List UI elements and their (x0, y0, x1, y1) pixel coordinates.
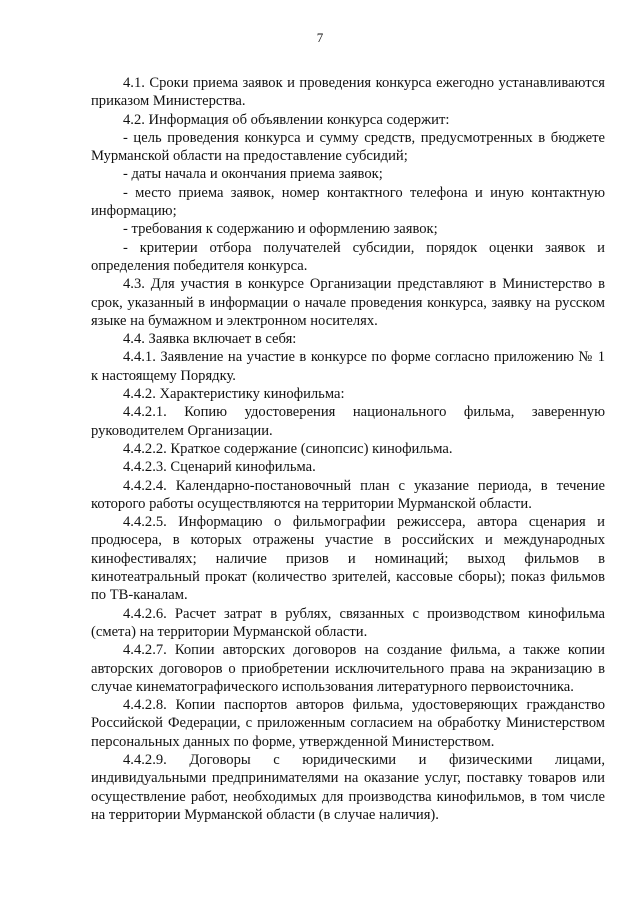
list-item-contacts: - место приема заявок, номер контактного телефона и иную контактную информацию; (91, 184, 605, 220)
paragraph-4-4-2-7: 4.4.2.7. Копии авторских договоров на создание фильма, а также копии авторских договоров о приобретении исключительного права на экранизацию в случае кинематографического использования литературного первоисточника. (91, 642, 605, 695)
paragraph-4-4-1: 4.4.1. Заявление на участие в конкурсе по форме согласно приложению № 1 к настоящему Порядку. (91, 349, 605, 384)
paragraph-4-4-2-2: 4.4.2.2. Краткое содержание (синопсис) кинофильма. (123, 440, 453, 457)
paragraph-4-4-2-3: 4.4.2.3. Сценарий кинофильма. (123, 459, 316, 476)
paragraph-4-4-2-6: 4.4.2.6. Расчет затрат в рублях, связанных с производством кинофильма (смета) на территории Мурманской области. (91, 605, 605, 640)
paragraph-4-4-2-4: 4.4.2.4. Календарно-постановочный план с указание периода, в течение которого работы осуществляются на территории Мурманской области. (91, 477, 605, 512)
paragraph-4-2: 4.2. Информация об объявлении конкурса содержит: (123, 111, 450, 128)
document-body (91, 74, 605, 824)
paragraph-4-4-2: 4.4.2. Характеристику кинофильма: (123, 386, 345, 403)
list-item-criteria: - критерии отбора получателей субсидии, порядок оценки заявок и определения победителя конкурса. (91, 239, 605, 274)
paragraph-4-1: 4.1. Сроки приема заявок и проведения конкурса ежегодно устанавливаются приказом Министерства. (91, 75, 605, 110)
paragraph-4-4-2-9: 4.4.2.9. Договоры с юридическими и физическими лицами, индивидуальными предпринимателями на оказание услуг, поставку товаров или осуществление работ, необходимых для производства кинофильмов, в том числе на территории Мурманской области (в случае наличия). (91, 751, 605, 823)
paragraph-4-4-2-1: 4.4.2.1. Копию удостоверения национального фильма, заверенную руководителем Организации. (91, 404, 605, 439)
paragraph-4-4-2-5: 4.4.2.5. Информацию о фильмографии режиссера, автора сценария и продюсера, в которых отражены участие в российских и международных кинофестивалях; наличие призов и номинаций; выход фильмов в кинотеатральный прокат (количество зрителей, кассовые сборы); показ фильмов по ТВ-каналам. (91, 514, 605, 604)
paragraph-4-4: 4.4. Заявка включает в себя: (123, 331, 297, 348)
list-item-dates: - даты начала и окончания приема заявок; (123, 166, 383, 183)
list-item-requirements: - требования к содержанию и оформлению заявок; (123, 221, 438, 238)
list-item-goal: - цель проведения конкурса и сумму средств, предусмотренных в бюджете Мурманской области на предоставление субсидий; (91, 129, 605, 165)
paragraph-4-4-2-8: 4.4.2.8. Копии паспортов авторов фильма, удостоверяющих гражданство Российской Федерации, с приложенным согласием на обработку Министерством персональных данных по форме, утвержденной Министерством. (91, 697, 605, 750)
paragraph-4-3: 4.3. Для участия в конкурсе Организации представляют в Министерство в срок, указанный в информации о начале проведения конкурса, заявку на русском языке на бумажном и электронном носителях. (91, 276, 605, 329)
page-number: 7 (316, 30, 324, 45)
